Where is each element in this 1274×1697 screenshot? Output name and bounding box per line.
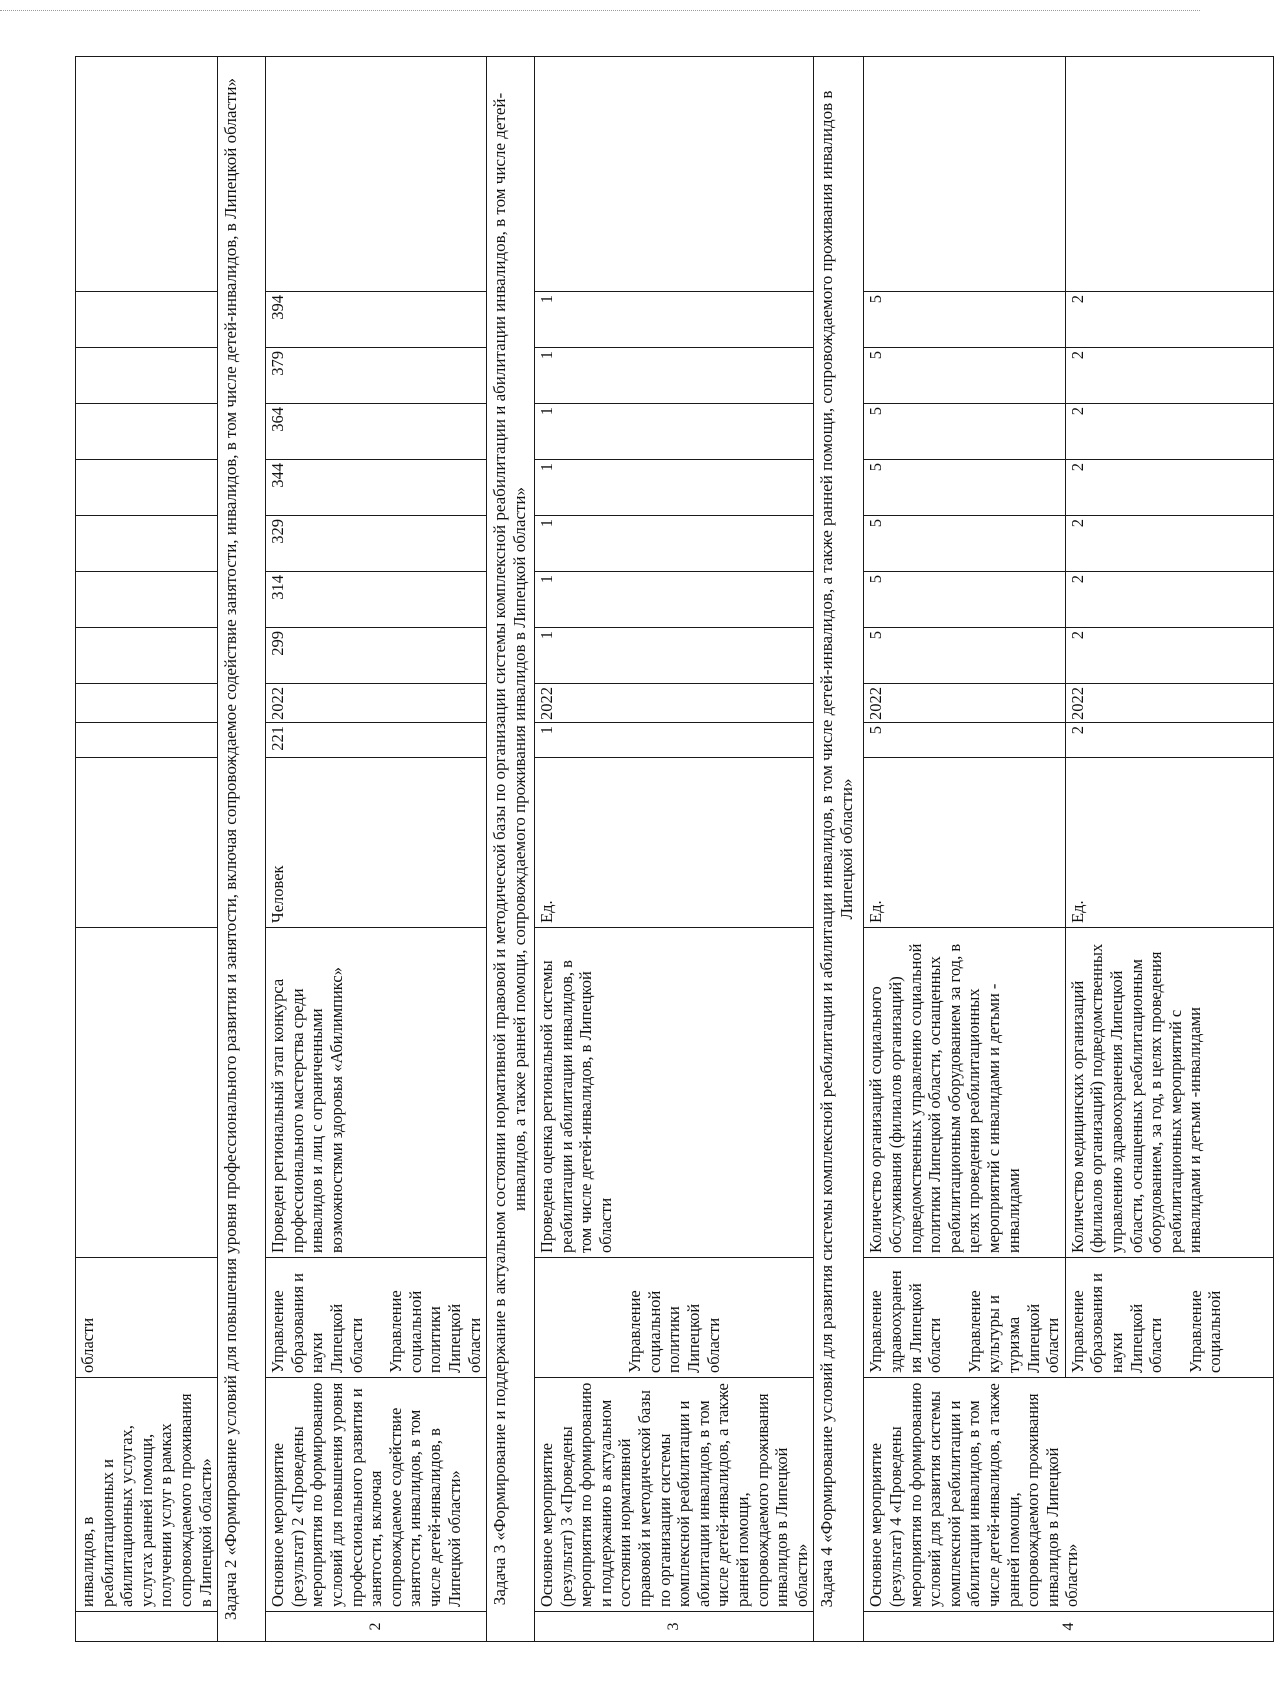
task-heading-row [487, 57, 535, 1642]
event-cell: инвалидов, в реабилитационных и абилитационных услугах, услугах ранней помощи, получении услуг в рамках сопровождаемого проживания в Липецкой области» [76, 1378, 218, 1612]
value-cell [76, 516, 218, 572]
task-heading: Задача 2 «Формирование условий для повышения уровня профессионального развития и занятости, включая сопровождаемое содействие занятости, инвалидов, в том числе детей-инвалидов, в Липецкой области» [218, 57, 266, 1642]
value-cell: 1 [535, 628, 814, 684]
value-cell: 1 [535, 460, 814, 516]
executor: Управление культуры и туризма Липецкой области [964, 1290, 1063, 1373]
value-cell [76, 460, 218, 516]
base-value-cell: 5 [864, 723, 1065, 758]
executor-cell [535, 1258, 814, 1378]
value-cell: 2 [1065, 348, 1273, 404]
base-value-cell: 221 [266, 723, 487, 758]
plan-table [75, 56, 1274, 1642]
table-row [535, 57, 814, 1642]
notes-cell [864, 57, 1065, 292]
executor: Управление образования и науки Липецкой области [268, 1273, 366, 1373]
executor-cell [1065, 1258, 1273, 1378]
value-cell: 1 [535, 404, 814, 460]
row-number: 4 [864, 1612, 1273, 1642]
executor-cell: области [76, 1258, 218, 1378]
base-year-cell: 2022 [535, 684, 814, 723]
base-year-cell [76, 684, 218, 723]
value-cell: 329 [266, 516, 487, 572]
value-cell: 314 [266, 572, 487, 628]
value-cell: 379 [266, 348, 487, 404]
row-number: 3 [535, 1612, 814, 1642]
value-cell: 394 [266, 292, 487, 348]
value-cell: 2 [1065, 404, 1273, 460]
notes-cell [76, 57, 218, 292]
executor: Управление социальной [1185, 1290, 1225, 1373]
executor: Управление образования и науки Липецкой области [1067, 1273, 1166, 1373]
indicator-cell: Количество медицинских организаций (филиалов организаций) подведомственных управлению здравоохранения Липецкой области, оснащенных реабилитационным оборудованием, за год, в целях проведения реабилитационных мероприятий с инвалидами и детьми -инвалидами [1065, 928, 1273, 1258]
value-cell [76, 348, 218, 404]
value-cell: 2 [1065, 460, 1273, 516]
value-cell: 364 [266, 404, 487, 460]
unit-cell: Человек [266, 758, 487, 928]
rotated-table-container [75, 57, 1225, 1642]
value-cell: 2 [1065, 292, 1273, 348]
event-cell: Основное мероприятие (результат) 2 «Проведены мероприятия по формированию условий для повышения уровня профессионального развития и занятости, включая сопровождаемое содействие занятости, инвалидов, в том числе детей-инвалидов, в Липецкой области» [266, 1378, 487, 1612]
task-heading-row [814, 57, 864, 1642]
unit-cell: Ед. [864, 758, 1065, 928]
task-heading-row [218, 57, 266, 1642]
value-cell: 5 [864, 460, 1065, 516]
indicator-cell: Проведена оценка региональной системы реабилитации и абилитации инвалидов, в том числе детей-инвалидов, в Липецкой области [535, 928, 814, 1258]
value-cell: 1 [535, 572, 814, 628]
notes-cell [535, 57, 814, 292]
event-cell: Основное мероприятие (результат) 4 «Проведены мероприятия по формированию условий для развития системы комплексной реабилитации и абилитации инвалидов, в том числе детей-инвалидов, а также ранней помощи, сопровождаемого проживания инвалидов в Липецкой области» [864, 1378, 1273, 1612]
scan-top-edge [0, 10, 1200, 11]
document-page [75, 57, 1225, 1642]
value-cell [76, 404, 218, 460]
value-cell: 344 [266, 460, 487, 516]
unit-cell: Ед. [1065, 758, 1273, 928]
executor: Управление социальной политики Липецкой области [386, 1290, 484, 1373]
indicator-cell: Проведен региональный этап конкурса профессионального мастерства среди инвалидов и лиц с ограниченными возможностями здоровья «Абилимпикс» [266, 928, 487, 1258]
value-cell [76, 292, 218, 348]
executor-cell [864, 1258, 1065, 1378]
value-cell: 1 [535, 348, 814, 404]
value-cell: 5 [864, 292, 1065, 348]
table-row-continuation [76, 57, 218, 1642]
event-cell: Основное мероприятие (результат) 3 «Проведены мероприятия по формированию и поддержанию в актуальном состоянии нормативной правовой и методической базы по организации системы комплексной реабилитации и абилитации инвалидов, в том числе детей-инвалидов, а также ранней помощи, сопровождаемого проживания инвалидов в Липецкой области» [535, 1378, 814, 1612]
row-number: 2 [266, 1612, 487, 1642]
row-number-cell [76, 1612, 218, 1642]
executor: Управление здравоохранения Липецкой области [866, 1270, 945, 1373]
value-cell: 2 [1065, 572, 1273, 628]
executor-cell [266, 1258, 487, 1378]
value-cell: 299 [266, 628, 487, 684]
task-heading: Задача 4 «Формирование условий для развития системы комплексной реабилитации и абилитации инвалидов, в том числе детей-инвалидов, а также ранней помощи, сопровождаемого проживания инвалидов в Липецкой области» [814, 57, 864, 1642]
value-cell [76, 628, 218, 684]
unit-cell: Ед. [535, 758, 814, 928]
value-cell: 5 [864, 404, 1065, 460]
indicator-cell [76, 928, 218, 1258]
value-cell: 5 [864, 572, 1065, 628]
base-value-cell [76, 723, 218, 758]
base-value-cell: 1 [535, 723, 814, 758]
task-heading: Задача 3 «Формирование и поддержание в актуальном состоянии нормативной правовой и методической базы по организации системы комплексной реабилитации и абилитации инвалидов, в том числе детей-инвалидов, а также ранней помощи, сопровождаемого проживания инвалидов в Липецкой области» [487, 57, 535, 1642]
value-cell [76, 572, 218, 628]
indicator-cell: Количество организаций социального обслуживания (филиалов организаций) подведомственных управлению социальной политики Липецкой области, оснащенных реабилитационным оборудованием за год, в целях проведения реабилитационных мероприятий с инвалидами и детьми - инвалидами [864, 928, 1065, 1258]
value-cell: 5 [864, 348, 1065, 404]
unit-cell [76, 758, 218, 928]
value-cell: 5 [864, 628, 1065, 684]
base-value-cell: 2 [1065, 723, 1273, 758]
value-cell: 5 [864, 516, 1065, 572]
base-year-cell: 2022 [1065, 684, 1273, 723]
value-cell: 1 [535, 516, 814, 572]
base-year-cell: 2022 [266, 684, 487, 723]
base-year-cell: 2022 [864, 684, 1065, 723]
table-row [864, 57, 1065, 1642]
value-cell: 1 [535, 292, 814, 348]
notes-cell [266, 57, 487, 292]
notes-cell [1065, 57, 1273, 292]
table-row [266, 57, 487, 1642]
value-cell: 2 [1065, 516, 1273, 572]
executor: Управление социальной политики Липецкой области [625, 1290, 723, 1373]
value-cell: 2 [1065, 628, 1273, 684]
